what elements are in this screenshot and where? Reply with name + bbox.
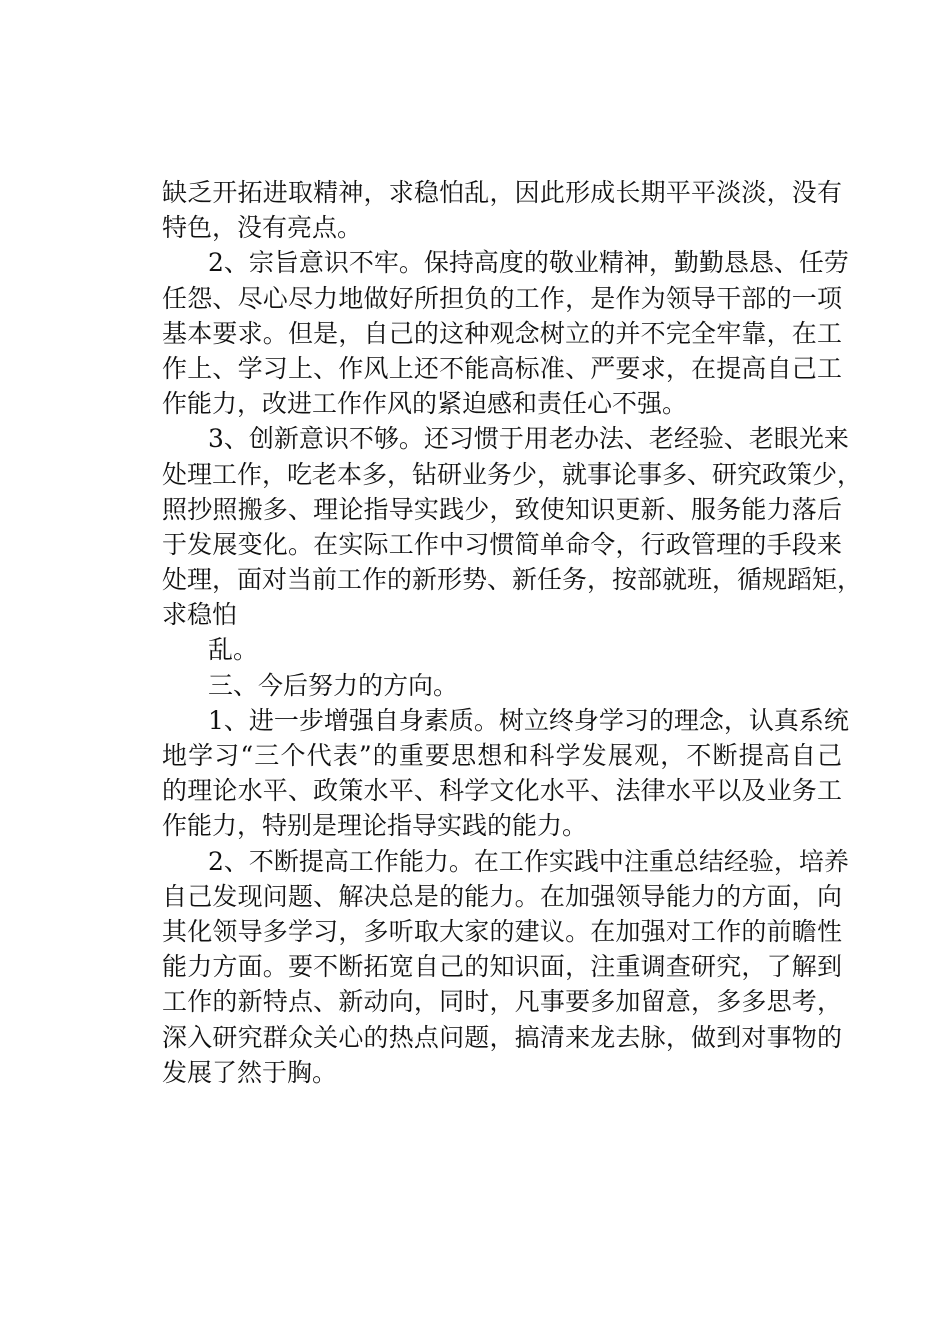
text-line: 处理工作，吃老本多，钻研业务少，就事论事多、研究政策少， <box>162 459 863 489</box>
text-line: 处理，面对当前工作的新形势、新任务，按部就班，循规蹈矩， <box>162 565 863 595</box>
text-line: 基本要求。但是，自己的这种观念树立的并不完全牢靠，在工 <box>162 318 842 348</box>
text-line: 自己发现问题、解决总是的能力。在加强领导能力的方面，向 <box>162 881 842 911</box>
text-line: 1、进一步增强自身素质。树立终身学习的理念，认真系统 <box>208 705 849 735</box>
document-body <box>162 175 863 1090</box>
text-line: 照抄照搬多、理论指导实践少，致使知识更新、服务能力落后 <box>162 494 842 524</box>
text-line: 求稳怕 <box>162 600 238 630</box>
text-line: 乱。 <box>208 635 259 665</box>
text-line: 3、创新意识不够。还习惯于用老办法、老经验、老眼光来 <box>208 424 849 454</box>
text-line: 深入研究群众关心的热点问题，搞清来龙去脉，做到对事物的 <box>162 1022 842 1052</box>
text-line: 工作的新特点、新动向，同时，凡事要多加留意，多多思考， <box>162 987 842 1017</box>
text-line: 于发展变化。在实际工作中习惯简单命令，行政管理的手段来 <box>162 529 842 559</box>
text-line: 三、今后努力的方向。 <box>208 670 459 700</box>
text-line: 2、宗旨意识不牢。保持高度的敬业精神，勤勤恳恳、任劳 <box>208 248 849 278</box>
text-line: 任怨、尽心尽力地做好所担负的工作，是作为领导干部的一项 <box>162 283 842 313</box>
text-line: 缺乏开拓进取精神，求稳怕乱，因此形成长期平平淡淡，没有 <box>162 178 842 207</box>
text-line: 其化领导多学习，多听取大家的建议。在加强对工作的前瞻性 <box>162 916 842 946</box>
text-line: 作上、学习上、作风上还不能高标准、严要求，在提高自己工 <box>162 353 842 383</box>
text-line: 作能力，改进工作作风的紧迫感和责任心不强。 <box>162 389 688 419</box>
text-line: 发展了然于胸。 <box>162 1057 338 1087</box>
text-line: 特色，没有亮点。 <box>162 213 363 243</box>
text-line: 地学习“三个代表”的重要思想和科学发展观，不断提高自己 <box>162 741 842 770</box>
text-line: 的理论水平、政策水平、科学文化水平、法律水平以及业务工 <box>162 776 842 806</box>
text-line: 能力方面。要不断拓宽自己的知识面，注重调查研究，了解到 <box>162 952 842 982</box>
text-line: 2、不断提高工作能力。在工作实践中注重总结经验，培养 <box>208 846 849 876</box>
text-line: 作能力，特别是理论指导实践的能力。 <box>162 811 588 841</box>
